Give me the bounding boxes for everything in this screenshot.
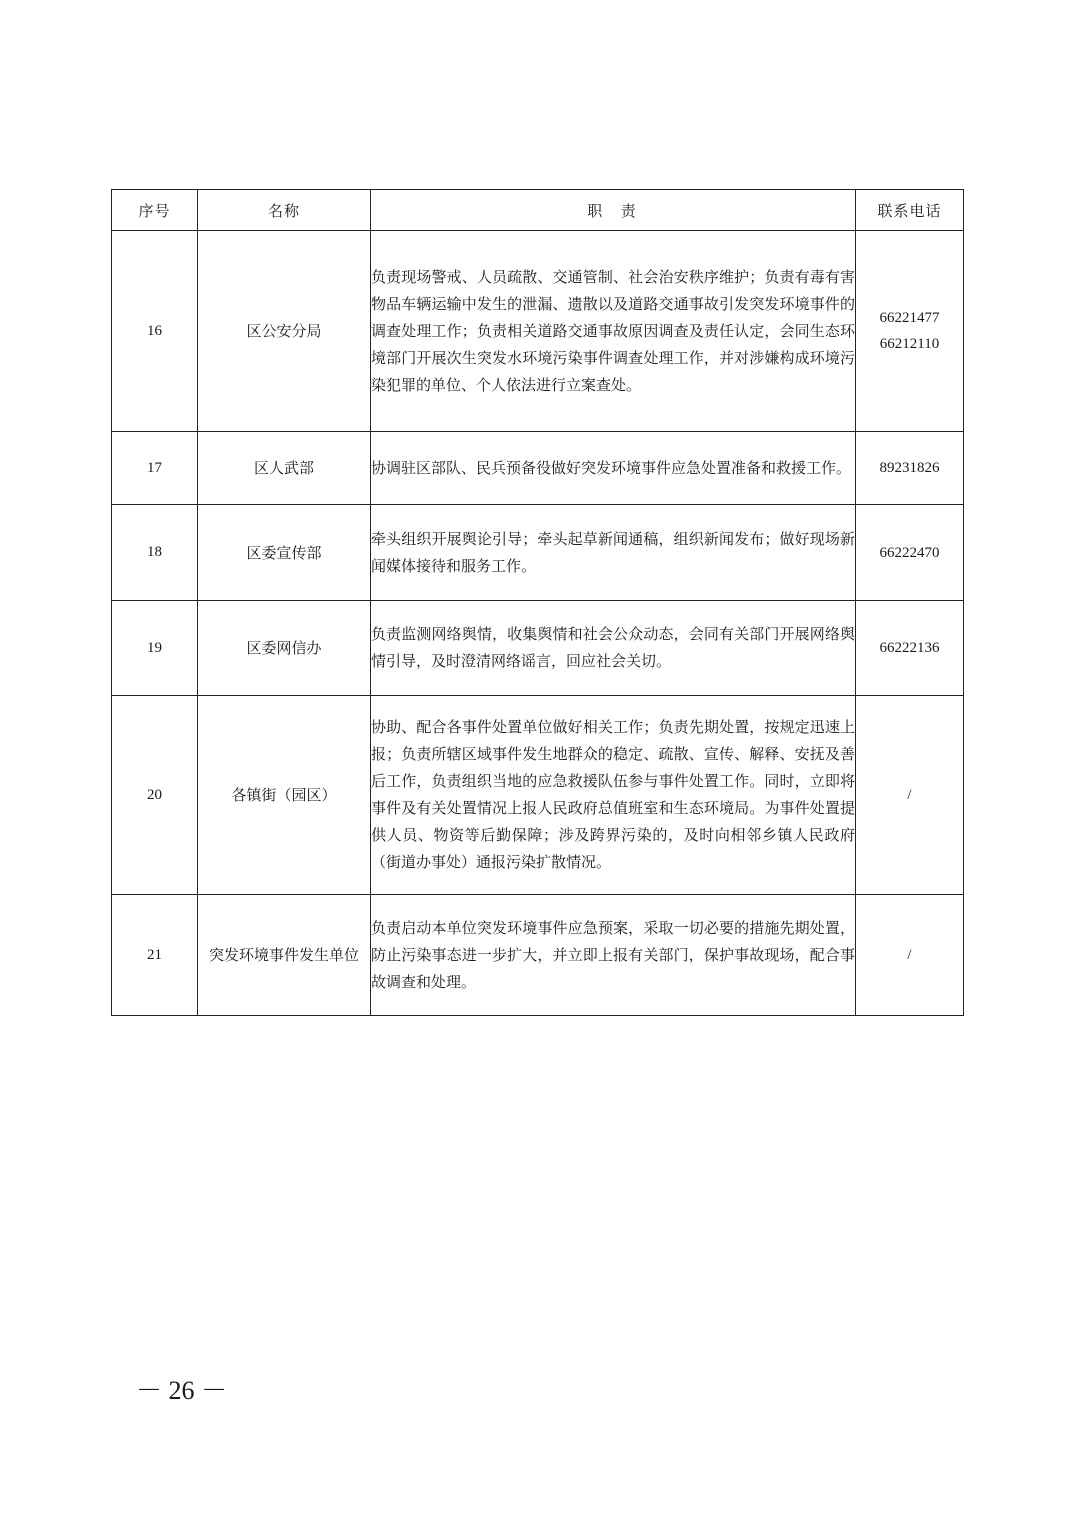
phone-number: / (907, 787, 912, 803)
page-number: － 26 － (136, 1376, 228, 1405)
row-serial-number: 20 (112, 696, 198, 895)
table-row (112, 895, 964, 1016)
row-duty-text: 协调驻区部队、民兵预备役做好突发环境事件应急处置准备和救援工作。 (371, 432, 856, 505)
table-row (112, 505, 964, 601)
row-unit-name: 区公安分局 (198, 231, 371, 432)
phone-number: 66212110 (879, 336, 940, 352)
row-serial-number: 21 (112, 895, 198, 1016)
row-duty-text: 负责启动本单位突发环境事件应急预案，采取一切必要的措施先期处置，防止污染事态进一步扩大，并立即上报有关部门，保护事故现场，配合事故调查和处理。 (371, 895, 856, 1016)
header-phone: 联系电话 (856, 190, 964, 231)
table-row (112, 231, 964, 432)
table-row (112, 432, 964, 505)
header-row (112, 190, 964, 231)
row-duty-text: 牵头组织开展舆论引导；牵头起草新闻通稿，组织新闻发布；做好现场新闻媒体接待和服务工作。 (371, 505, 856, 601)
row-unit-name: 区人武部 (198, 432, 371, 505)
row-duty-text: 协助、配合各事件处置单位做好相关工作；负责先期处置，按规定迅速上报；负责所辖区域事件发生地群众的稳定、疏散、宣传、解释、安抚及善后工作，负责组织当地的应急救援队伍参与事件处置工作。同时，立即将事件及有关处置情况上报人民政府总值班室和生态环境局。为事件处置提供人员、物资等后勤保障；涉及跨界污染的，及时向相邻乡镇人民政府（街道办事处）通报污染扩散情况。 (371, 696, 856, 895)
row-duty-text: 负责现场警戒、人员疏散、交通管制、社会治安秩序维护；负责有毒有害物品车辆运输中发生的泄漏、遗散以及道路交通事故引发突发环境事件的调查处理工作；负责相关道路交通事故原因调查及责任认定，会同生态环境部门开展次生突发水环境污染事件调查处理工作，并对涉嫌构成环境污染犯罪的单位、个人依法进行立案查处。 (371, 231, 856, 432)
row-phone-cell (856, 601, 964, 696)
phone-number: 66222136 (879, 640, 940, 656)
row-unit-name: 区委网信办 (198, 601, 371, 696)
row-unit-name: 区委宣传部 (198, 505, 371, 601)
row-phone-cell (856, 505, 964, 601)
phone-number: 66221477 (879, 310, 940, 326)
row-unit-name: 各镇街（园区） (198, 696, 371, 895)
header-duty-label: 职 责 (587, 201, 639, 220)
header-serial-number: 序号 (112, 190, 198, 231)
row-phone-cell (856, 696, 964, 895)
row-phone-cell (856, 231, 964, 432)
table-row (112, 696, 964, 895)
header-name: 名称 (198, 190, 371, 231)
phone-number: 66222470 (879, 544, 940, 561)
phone-number: 89231826 (879, 460, 940, 476)
row-duty-text: 负责监测网络舆情，收集舆情和社会公众动态，会同有关部门开展网络舆情引导，及时澄清网络谣言，回应社会关切。 (371, 601, 856, 696)
responsibility-table (111, 189, 964, 1016)
row-serial-number: 16 (112, 231, 198, 432)
table-body (112, 231, 964, 1016)
row-serial-number: 17 (112, 432, 198, 505)
row-phone-cell (856, 432, 964, 505)
row-phone-cell (856, 895, 964, 1016)
phone-number: / (907, 947, 912, 963)
table-row (112, 601, 964, 696)
row-serial-number: 18 (112, 505, 198, 601)
header-duty (371, 190, 856, 231)
row-serial-number: 19 (112, 601, 198, 696)
row-unit-name: 突发环境事件发生单位 (198, 895, 371, 1016)
table-header (112, 190, 964, 231)
